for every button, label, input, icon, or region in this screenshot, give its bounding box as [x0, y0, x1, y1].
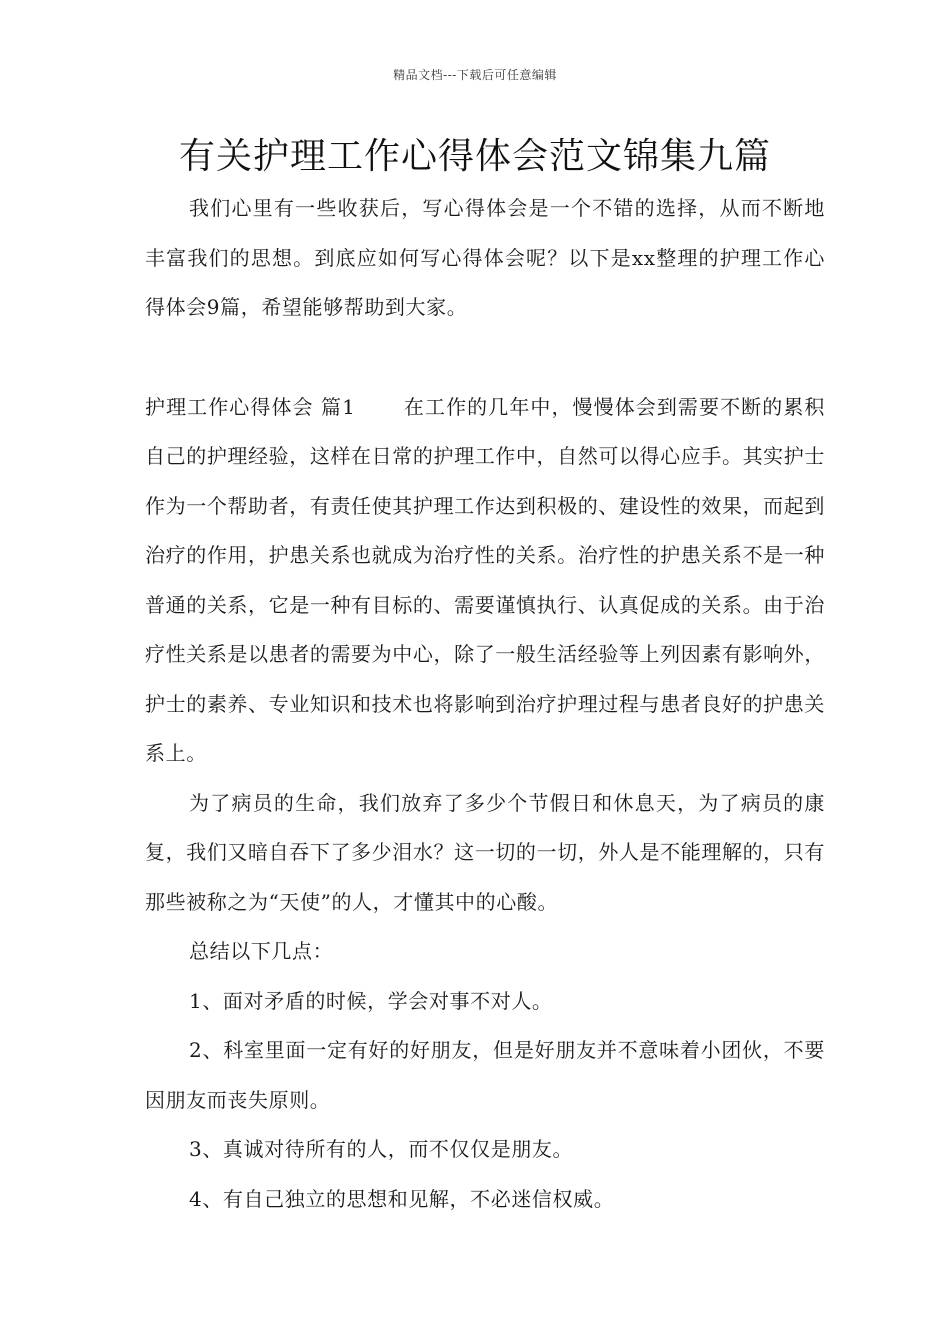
section-paragraph: [145, 383, 825, 779]
body-paragraph: 为了病员的生命，我们放弃了多少个节假日和休息天，为了病员的康复，我们又暗自吞下了多少泪水？这一切的一切，外人是不能理解的，只有那些被称之为“天使”的人，才懂其中的心酸。: [145, 790, 825, 914]
paragraph-spacer: [145, 333, 825, 383]
header-note: 精品文档---下载后可任意编辑: [393, 68, 557, 82]
section-first-paragraph: 在工作的几年中，慢慢体会到需要不断的累积自己的护理经验，这样在日常的护理工作中，自然可以得心应手。其实护士作为一个帮助者，有责任使其护理工作达到积极的、建设性的效果，而起到治疗的作用，护患关系也就成为治疗性的关系。治疗性的护患关系不是一种普通的关系，它是一种有目标的、需要谨慎执行、认真促成的关系。由于治疗性关系是以患者的需要为中心，除了一般生活经验等上列因素有影响外，护士的素养、专业知识和技术也将影响到治疗护理过程与患者良好的护患关系上。: [145, 394, 825, 765]
list-item: 2、科室里面一定有好的好朋友，但是好朋友并不意味着小团伙，不要因朋友而丧失原则。: [145, 1038, 825, 1112]
document-title: 有关护理工作心得体会范文锦集九篇: [178, 136, 771, 177]
intro-paragraph: 我们心里有一些收获后，写心得体会是一个不错的选择，从而不断地丰富我们的思想。到底应如何写心得体会呢？以下是xx整理的护理工作心得体会9篇，希望能够帮助到大家。: [145, 196, 825, 319]
section-heading: 护理工作心得体会 篇1: [145, 394, 356, 419]
summary-label: 总结以下几点：: [189, 939, 334, 963]
list-item: 1、面对矛盾的时候，学会对事不对人。: [189, 988, 553, 1013]
list-item: 3、真诚对待所有的人，而不仅仅是朋友。: [189, 1137, 574, 1161]
document-body: [145, 184, 825, 1224]
list-item: 4、有自己独立的思想和见解，不必迷信权威。: [189, 1186, 615, 1211]
